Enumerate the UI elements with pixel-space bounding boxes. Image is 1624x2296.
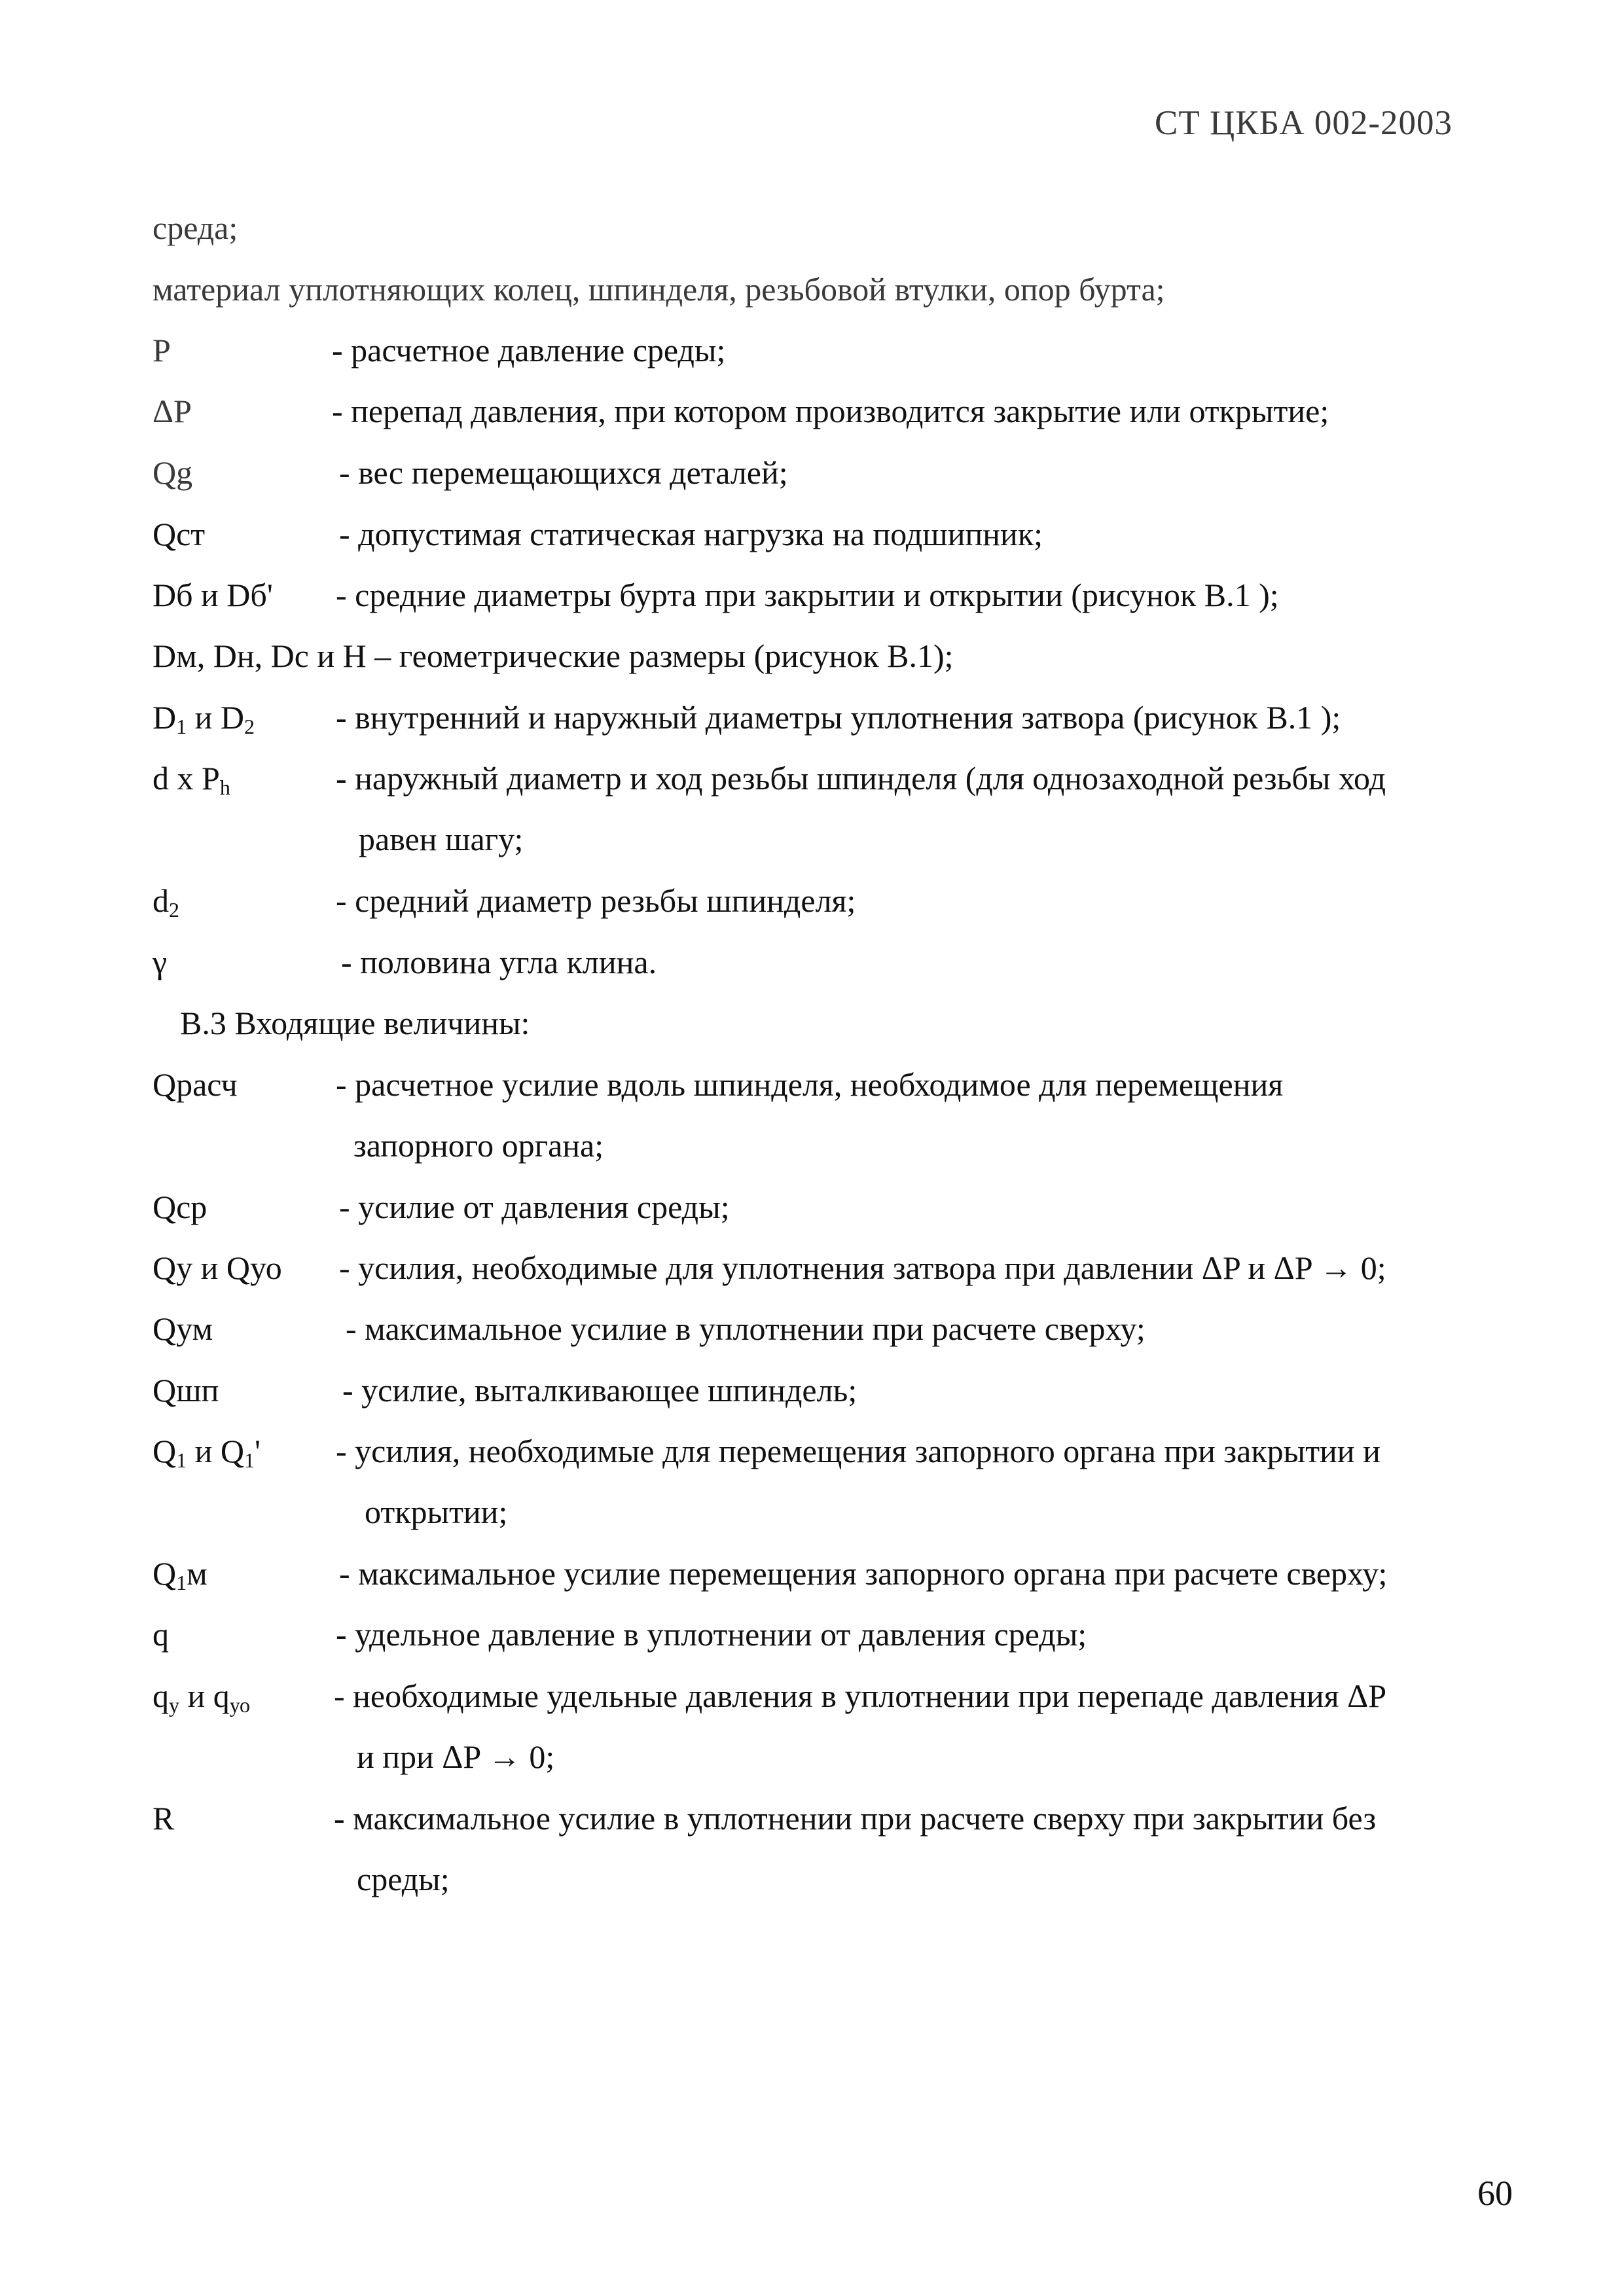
symbol: $Q_1$ и $Q_1'$ <box>153 1433 261 1472</box>
symbol: Qg <box>153 454 193 491</box>
symbol: Qср <box>153 1189 208 1225</box>
description: - максимальное усилие в уплотнении при расчете сверху; <box>346 1310 1146 1347</box>
intro-line-medium: среда; <box>153 209 238 246</box>
symbol: γ <box>153 944 168 980</box>
description-continuation: запорного органа; <box>353 1127 604 1164</box>
description: - максимальное усилие в уплотнении при расчете сверху при закрытии без <box>334 1800 1377 1837</box>
description: - удельное давление в уплотнении от давления среды; <box>336 1616 1087 1653</box>
page-number: 60 <box>1477 2174 1513 2213</box>
description: - перепад давления, при котором производится закрытие или открытие; <box>332 393 1329 429</box>
description-continuation: и при ΔP → 0; <box>357 1738 555 1775</box>
intro-line-materials: материал уплотняющих колец, шпинделя, резьбовой втулки, опор бурта; <box>153 271 1165 308</box>
description: - расчетное давление среды; <box>332 332 726 368</box>
symbol: $q_у$ и $q_{уо}$ <box>153 1677 250 1717</box>
description: - усилие, выталкивающее шпиндель; <box>342 1372 857 1408</box>
symbol: Qу и Qуо <box>153 1249 282 1286</box>
symbol: Qшп <box>153 1372 219 1408</box>
section-heading-b3: В.3 Входящие величины: <box>180 1005 530 1041</box>
symbol: d x $P_h$ <box>153 760 230 799</box>
description-continuation: равен шагу; <box>359 821 524 857</box>
description: - необходимые удельные давления в уплотнении при перепаде давления ΔP <box>334 1677 1387 1714</box>
symbol: $Q_1м$ <box>153 1555 208 1594</box>
symbol: $D_1$ и $D_2$ <box>153 699 255 738</box>
symbol: ΔP <box>153 393 192 429</box>
description: - вес перемещающихся деталей; <box>339 454 788 491</box>
description: - расчетное усилие вдоль шпинделя, необходимое для перемещения <box>336 1066 1284 1103</box>
symbol: Qрасч <box>153 1066 238 1103</box>
description: - половина угла клина. <box>341 944 657 980</box>
description: - максимальное усилие перемещения запорного органа при расчете сверху; <box>339 1555 1388 1592</box>
symbol: Qст <box>153 516 206 552</box>
description: - допустимая статическая нагрузка на подшипник; <box>339 516 1043 552</box>
symbol: P <box>153 332 171 368</box>
description: - усилия, необходимые для уплотнения затвора при давлении ΔP и ΔP → 0; <box>339 1249 1386 1286</box>
document-code-header: СТ ЦКБА 002-2003 <box>1154 104 1453 142</box>
symbol: Dб и Dб' <box>153 577 273 613</box>
symbol: q <box>153 1616 169 1653</box>
description-continuation: среды; <box>357 1861 450 1897</box>
description: - средние диаметры бурта при закрытии и открытии (рисунок В.1 ); <box>336 577 1279 613</box>
description: - наружный диаметр и ход резьбы шпинделя (для однозаходной резьбы ход <box>336 760 1386 797</box>
symbol: R <box>153 1800 175 1837</box>
description: - средний диаметр резьбы шпинделя; <box>336 882 856 919</box>
symbol: $d_2$ <box>153 882 179 922</box>
description: - усилие от давления среды; <box>339 1189 730 1225</box>
description: - внутренний и наружный диаметры уплотнения затвора (рисунок В.1 ); <box>336 699 1341 736</box>
description: - усилия, необходимые для перемещения запорного органа при закрытии и <box>336 1433 1380 1469</box>
geometric-dimensions-line: Dм, Dн, Dc и H – геометрические размеры (рисунок В.1); <box>153 637 954 674</box>
symbol: Qум <box>153 1310 213 1347</box>
description-continuation: открытии; <box>365 1494 508 1530</box>
